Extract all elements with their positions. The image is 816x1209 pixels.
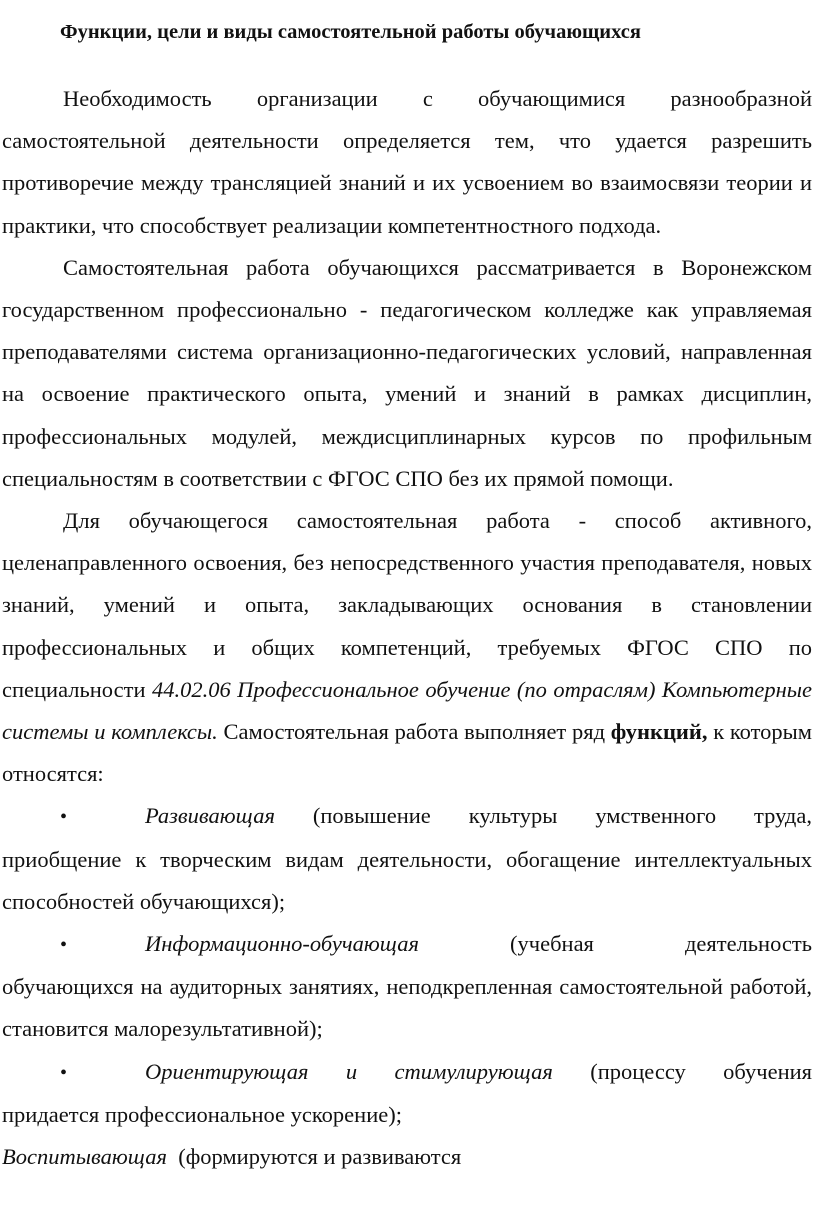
list-item (2, 923, 812, 1051)
function-name: Информационно-обучающая (145, 931, 419, 957)
bullet-icon: • (60, 806, 68, 829)
function-description-first: (учебная деятельность (418, 931, 812, 957)
function-description-rest: приобщение к творческим видам деятельности, обогащение интеллектуальных способностей обучающихся); (2, 846, 812, 914)
list-item (2, 1051, 812, 1136)
paragraph-for-student (2, 500, 812, 795)
bullet-icon: • (60, 934, 68, 957)
function-description-rest: обучающихся на аудиторных занятиях, неподкрепленная самостоятельной работой, становится малорезультативной); (2, 974, 812, 1042)
paragraph-definition: Самостоятельная работа обучающихся рассматривается в Воронежском государственном профессионально - педагогическом колледже как управляемая преподавателями система организационно-педагогических условий, направленная на освоение практического опыта, умений и знаний в рамках дисциплин, профессиональных модулей, междисциплинарных курсов по профильным специальностям в соответствии с ФГОС СПО без их прямой помощи. (2, 254, 812, 491)
function-name: Воспитывающая (2, 1144, 167, 1170)
bullet-icon: • (60, 1061, 68, 1084)
function-description-first: (формируются и развиваются (166, 1144, 462, 1170)
paragraph-for-student-end: к которым относятся: (2, 719, 812, 787)
function-name: Ориентирующая и стимулирующая (145, 1058, 553, 1084)
function-description-first: (повышение культуры умственного труда, (274, 803, 812, 829)
function-description-first: (процессу обучения (552, 1058, 812, 1084)
function-name: Развивающая (145, 803, 275, 829)
paragraph-necessity: Необходимость организации с обучающимися разнообразной самостоятельной деятельности определяется тем, что удается разрешить противоречие между трансляцией знаний и их усвоением во взаимосвязи теории и практики, что способствует реализации компетентностного подхода. (2, 86, 812, 238)
function-description-rest: придается профессиональное ускорение); (2, 1101, 402, 1127)
paragraph-for-student-mid: Самостоятельная работа выполняет ряд (217, 719, 611, 745)
paragraph-upbringing (2, 1136, 812, 1178)
document-title: Функции, цели и виды самостоятельной работы обучающихся (60, 21, 641, 43)
specialty-name: 44.02.06 Профессиональное обучение (по отраслям) Компьютерные системы и комплексы. (2, 676, 812, 745)
list-item (2, 795, 812, 923)
paragraph-for-student-start: Для обучающегося самостоятельная работа - способ активного, целенаправленного освоения, без непосредственного участия преподавателя, новых знаний, умений и опыта, закладывающих основания в становлении профессиональных и общих компетенций, требуемых ФГОС СПО по специальности (2, 508, 812, 702)
functions-term: функций, (610, 719, 708, 745)
